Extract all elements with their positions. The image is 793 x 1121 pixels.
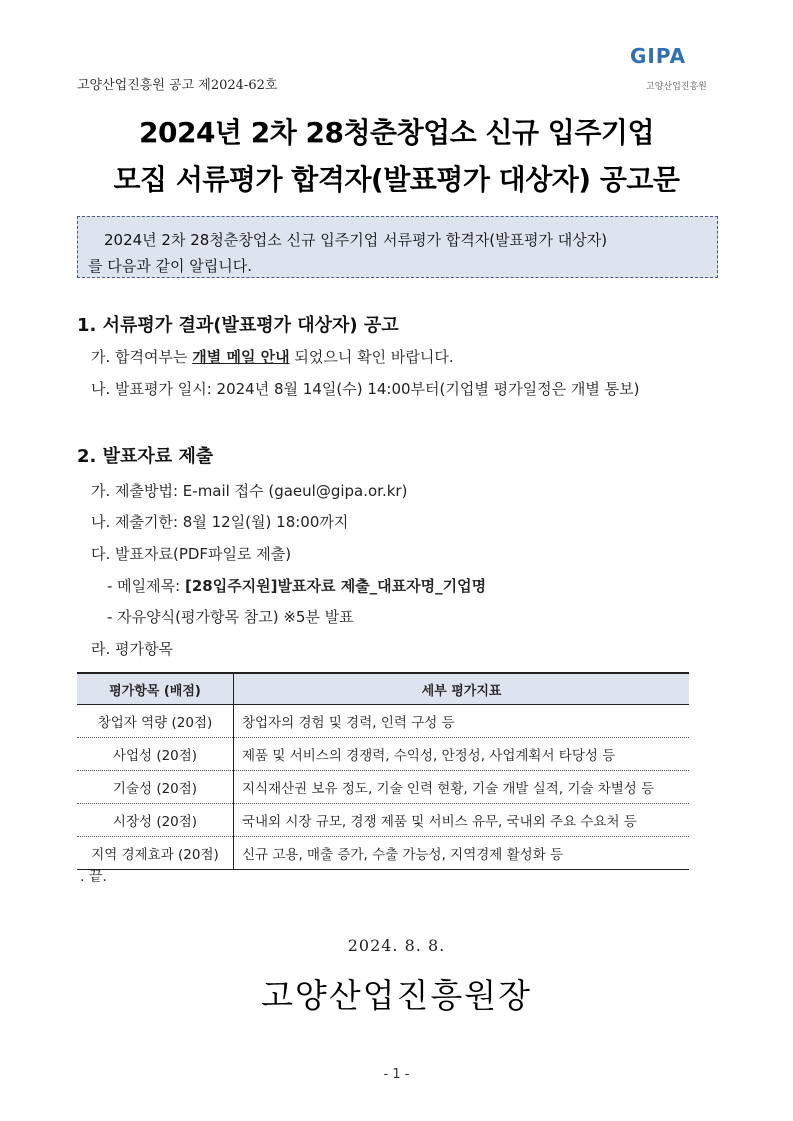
table-header-row	[77, 673, 689, 705]
section1-item-b: 나. 발표평가 일시: 2024년 8월 14일(수) 14:00부터(기업별 평가일정은 개별 통보)	[91, 380, 640, 398]
table-row	[77, 738, 689, 771]
table-cell-category: 시장성 (20점)	[77, 804, 234, 837]
table-cell-category: 창업자 역량 (20점)	[77, 705, 234, 738]
section2-item-c: 다. 발표자료(PDF파일로 제출)	[91, 545, 292, 563]
section2-item-b: 나. 제출기한: 8월 12일(월) 18:00까지	[91, 513, 349, 531]
intro-box	[77, 216, 718, 278]
section1-heading: 1. 서류평가 결과(발표평가 대상자) 공고	[77, 315, 399, 336]
table-row	[77, 804, 689, 837]
section2-sub1-emphasis: [28입주지원]발표자료 제출_대표자명_기업명	[184, 577, 487, 595]
section2-heading: 2. 발표자료 제출	[77, 446, 214, 467]
table-header-criteria: 세부 평가지표	[234, 673, 690, 705]
closing-mark: . 끝.	[80, 869, 107, 885]
table-row	[77, 771, 689, 804]
section1-item-a-pre: 가. 합격여부는	[91, 348, 193, 366]
section2-sub1	[107, 575, 486, 596]
evaluation-table	[77, 672, 689, 870]
table-cell-category: 사업성 (20점)	[77, 738, 234, 771]
page-number: - 1 -	[383, 1067, 410, 1082]
page-title-line2: 모집 서류평가 합격자(발표평가 대상자) 공고문	[113, 163, 680, 196]
intro-line1: 2024년 2차 28청춘창업소 신규 입주기업 서류평가 합격자(발표평가 대상자)	[104, 231, 608, 249]
table-cell-criteria: 창업자의 경험 및 경력, 인력 구성 등	[234, 705, 690, 738]
page-title-line1: 2024년 2차 28청춘창업소 신규 입주기업	[139, 116, 654, 149]
table-cell-category: 지역 경제효과 (20점)	[77, 837, 234, 870]
logo-text: GIPA	[630, 44, 687, 68]
section1-item-a-post: 되었으니 확인 바랍니다.	[289, 348, 454, 366]
intro-line2: 를 다음과 같이 알립니다.	[88, 257, 252, 275]
table-cell-criteria: 지식재산권 보유 정도, 기술 인력 현황, 기술 개발 실적, 기술 차별성 등	[234, 771, 690, 804]
table-row	[77, 837, 689, 870]
table-cell-criteria: 국내외 시장 규모, 경쟁 제품 및 서비스 유무, 국내외 주요 수요처 등	[234, 804, 690, 837]
section2-sub2: - 자유양식(평가항목 참고) ※5분 발표	[107, 608, 354, 626]
signer-name: 고양산업진흥원장	[260, 976, 533, 1015]
notice-number: 고양산업진흥원 공고 제2024-62호	[77, 78, 278, 93]
table-row	[77, 705, 689, 738]
table-header-category: 평가항목 (배점)	[77, 673, 234, 705]
notice-date: 2024. 8. 8.	[347, 936, 446, 955]
table-cell-category: 기술성 (20점)	[77, 771, 234, 804]
section2-item-a: 가. 제출방법: E-mail 접수 (gaeul@gipa.or.kr)	[91, 482, 408, 500]
table-cell-criteria: 신규 고용, 매출 증가, 수출 가능성, 지역경제 활성화 등	[234, 837, 690, 870]
table-cell-criteria: 제품 및 서비스의 경쟁력, 수익성, 안정성, 사업계획서 타당성 등	[234, 738, 690, 771]
logo-subtitle: 고양산업진흥원	[646, 82, 707, 92]
section2-item-d: 라. 평가항목	[91, 640, 173, 658]
section1-item-a	[91, 346, 454, 367]
section1-item-a-emphasis: 개별 메일 안내	[192, 348, 290, 366]
section2-sub1-pre: - 메일제목:	[107, 577, 185, 595]
